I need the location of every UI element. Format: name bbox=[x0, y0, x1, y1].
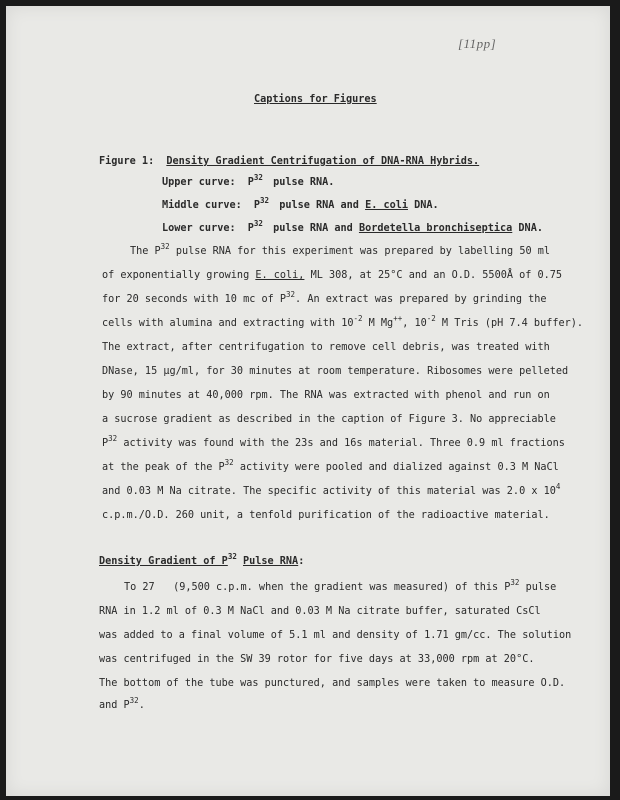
lower-curve-label: Lower curve: bbox=[162, 223, 236, 234]
handwritten-annotation: [11pp] bbox=[458, 36, 497, 51]
para1-line-3: for 20 seconds with 10 mc of $P^{32}$. An extract was prepared by grinding the bbox=[102, 290, 547, 305]
section2-line-6: and $P^{32}$. bbox=[99, 696, 145, 711]
figure1-heading-line bbox=[99, 156, 479, 167]
para1-line-7: by 90 minutes at 40,000 rpm. The RNA was extracted with phenol and run on bbox=[102, 390, 550, 401]
species-ecoli: E. coli bbox=[365, 200, 408, 211]
species-bordetella: Bordetella bronchiseptica bbox=[358, 223, 513, 234]
section2-line-2: RNA in 1.2 ml of 0.3 M NaCl and 0.03 M Na citrate buffer, saturated CsCl bbox=[99, 606, 541, 617]
para1-line-9: $P^{32}$ activity was found with the 23s and 16s material. Three 0.9 ml fractions bbox=[102, 434, 565, 449]
figure1-heading: Density Gradient Centrifugation of DNA-RNA Hybrids. bbox=[166, 156, 480, 167]
para1-line-5: The extract, after centrifugation to remove cell debris, was treated with bbox=[102, 342, 550, 353]
middle-curve-line: Middle curve: $P^{32}$ pulse RNA and E. coli DNA. bbox=[162, 196, 439, 211]
section2-line-5: The bottom of the tube was punctured, and samples were taken to measure O.D. bbox=[99, 678, 566, 689]
lower-curve-line: Lower curve: $P^{32}$ pulse RNA and Bordetella bronchiseptica DNA. bbox=[162, 219, 543, 234]
para1-line-4: cells with alumina and extracting with $10^{-2}$ M Mg++, $10^{-2}$ M Tris (pH 7.4 buffer). bbox=[102, 314, 583, 329]
section2-line-4: was centrifuged in the SW 39 rotor for five days at 33,000 rpm at 20°C. bbox=[99, 654, 535, 665]
para1-line-6: DNase, 15 μg/ml, for 30 minutes at room temperature. Ribosomes were pelleted bbox=[102, 366, 569, 377]
upper-curve-label: Upper curve: bbox=[162, 177, 236, 188]
document-page bbox=[6, 6, 610, 796]
para1-line-12: c.p.m./O.D. 260 unit, a tenfold purification of the radioactive material. bbox=[102, 510, 550, 521]
para1-line-11: and 0.03 M Na citrate. The specific activity of this material was 2.0 x $10^4$ bbox=[102, 482, 561, 497]
page-title: Captions for Figures bbox=[254, 94, 377, 105]
para1-line-1: The $P^{32}$ pulse RNA for this experiment was prepared by labelling 50 ml bbox=[130, 242, 550, 257]
upper-curve-line: Upper curve: $P^{32}$ pulse RNA. bbox=[162, 173, 335, 188]
para1-line-2: of exponentially growing E. coli, ML 308, at 25°C and an O.D. 5500Å of 0.75 bbox=[102, 270, 563, 281]
figure1-label: Figure 1: bbox=[99, 156, 155, 167]
middle-curve-label: Middle curve: bbox=[162, 200, 242, 211]
section2-line-3: was added to a final volume of 5.1 ml and density of 1.71 gm/cc. The solution bbox=[99, 630, 572, 641]
para1-line-8: a sucrose gradient as described in the caption of Figure 3. No appreciable bbox=[102, 414, 556, 425]
para1-line-10: at the peak of the $P^{32}$ activity were pooled and dialized against 0.3 M NaCl bbox=[102, 458, 559, 473]
section2-line-1: To 27 (9,500 c.p.m. when the gradient was measured) of this $P^{32}$ pulse bbox=[124, 578, 557, 593]
section2-heading: Density Gradient of $P^{32}$ Pulse RNA: bbox=[99, 552, 305, 567]
upper-curve-text: pulse RNA. bbox=[273, 177, 335, 188]
